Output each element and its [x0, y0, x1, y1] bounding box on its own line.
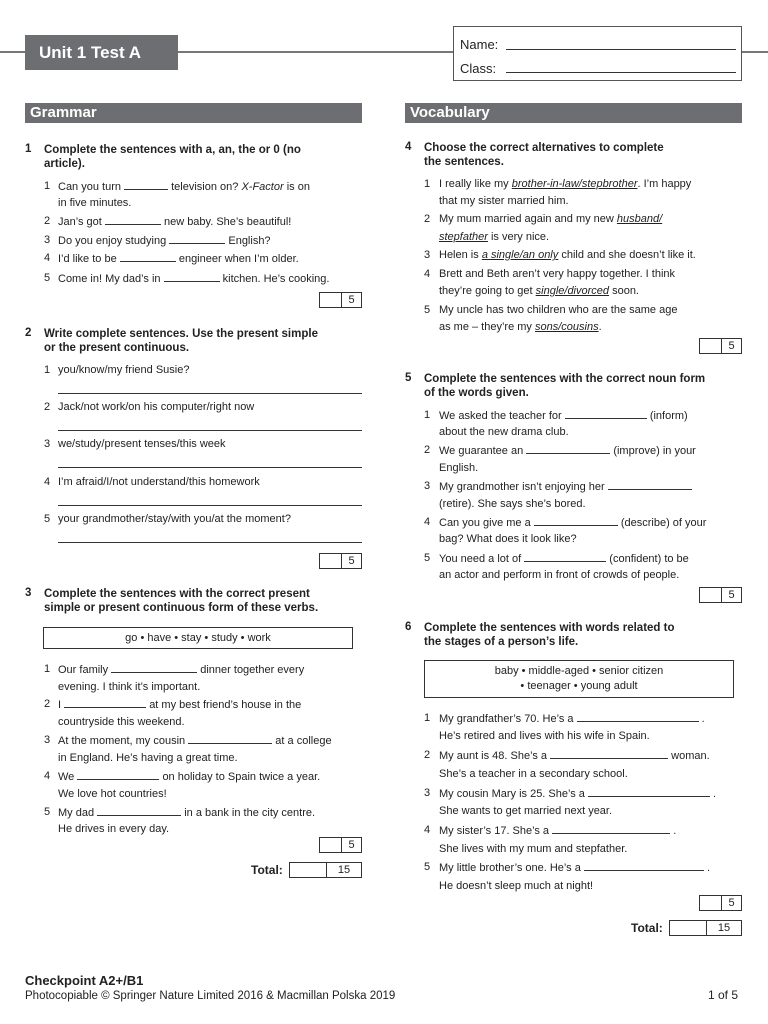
q5-item-3-cont: (retire). She says she’s bored.	[439, 498, 586, 510]
q3-item-3-b: at a college	[275, 735, 332, 747]
q6-item-number: 3	[424, 787, 431, 799]
q1-item-3	[58, 233, 271, 248]
q4-item-5-choice[interactable]: sons/cousins	[534, 321, 599, 333]
q6-item-3-a: My cousin Mary is 25. She’s a	[439, 788, 585, 800]
q6-item-4-a: My sister’s 17. She’s a	[439, 825, 550, 837]
q2-item-4: I’m afraid/I/not understand/this homework	[58, 476, 260, 488]
q1-item-1-b: television on?	[171, 181, 239, 193]
answer-blank[interactable]	[526, 443, 610, 454]
q6-item-3-b: .	[713, 788, 717, 800]
q6-item-4-cont: She lives with my mum and stepfather.	[439, 843, 628, 855]
total-entry[interactable]	[290, 863, 327, 877]
q4-item-2-choice[interactable]: husband/	[616, 213, 663, 225]
vocabulary-heading: Vocabulary	[405, 103, 742, 123]
q3-title-line1: Complete the sentences with the correct present	[44, 588, 310, 600]
q3-item-3-a: At the moment, my cousin	[58, 735, 186, 747]
q5-item-1-b: (inform)	[649, 410, 688, 422]
q5-item-1-a: We asked the teacher for	[439, 410, 562, 422]
q4-item-number: 4	[424, 268, 431, 280]
q4-item-3-b: child and she doesn’t like it.	[561, 249, 696, 261]
class-field[interactable]	[506, 72, 736, 73]
q5-item-2-b: (improve) in your	[613, 445, 696, 457]
q1-item-4	[58, 251, 299, 266]
q5-item-number: 1	[424, 409, 431, 421]
q1-item-4-a: I’d like to be	[58, 253, 117, 265]
q3-score-box	[319, 837, 362, 853]
grammar-total-box	[289, 862, 362, 878]
q4-item-3	[439, 248, 696, 262]
q1-item-3-b: English?	[228, 235, 271, 247]
q1-number: 1	[25, 143, 32, 155]
q2-item-5: your grandmother/stay/with you/at the moment?	[58, 513, 291, 525]
q4-score-max: 5	[728, 340, 735, 352]
q6-item-4-b: .	[673, 825, 677, 837]
answer-blank[interactable]	[534, 515, 618, 526]
q2-item-number: 3	[44, 438, 51, 450]
q6-item-number: 2	[424, 749, 431, 761]
q5-item-number: 5	[424, 552, 431, 564]
q4-title-line2: the sentences.	[424, 156, 504, 168]
q4-item-number: 3	[424, 249, 431, 261]
q4-number: 4	[405, 141, 412, 153]
answer-blank[interactable]	[188, 733, 272, 744]
q3-item-1-cont: evening. I think it’s important.	[58, 681, 201, 693]
q5-item-3-a: My grandmother isn’t enjoying her	[439, 481, 605, 493]
answer-line[interactable]	[58, 467, 362, 468]
q4-item-2-cont	[439, 230, 549, 244]
footer-title: Checkpoint A2+/B1	[25, 973, 144, 988]
answer-blank[interactable]	[64, 697, 146, 708]
q4-item-3-choice[interactable]: a single/an only	[481, 249, 559, 261]
answer-blank[interactable]	[169, 233, 225, 244]
q2-item-number: 4	[44, 476, 51, 488]
q5-item-5-a: You need a lot of	[439, 553, 522, 565]
q4-item-2	[439, 212, 662, 226]
q5-item-1-cont: about the new drama club.	[439, 426, 569, 438]
q1-item-2	[58, 214, 291, 229]
name-label: Name:	[460, 37, 499, 52]
q6-item-2	[439, 748, 710, 763]
q3-item-4-cont: We love hot countries!	[58, 788, 167, 800]
q1-item-number: 3	[44, 234, 51, 246]
q5-item-number: 4	[424, 516, 431, 528]
q2-item-number: 5	[44, 513, 51, 525]
q4-item-number: 2	[424, 213, 431, 225]
q5-item-1	[439, 408, 688, 423]
answer-blank[interactable]	[111, 662, 197, 673]
q6-item-4	[439, 823, 676, 838]
q3-item-number: 3	[44, 734, 51, 746]
q2-score-max: 5	[348, 555, 355, 567]
q1-score-box	[319, 292, 362, 308]
vocabulary-total-box	[669, 920, 742, 936]
q3-title-line2: simple or present continuous form of these verbs.	[44, 602, 319, 614]
q3-item-2-b: at my best friend’s house in the	[149, 699, 302, 711]
q1-item-5-b: kitchen. He’s cooking.	[222, 273, 330, 285]
q1-item-number: 5	[44, 272, 51, 284]
score-entry[interactable]	[700, 339, 722, 353]
q1-item-5	[58, 271, 329, 286]
q1-item-2-a: Jan’s got	[58, 216, 102, 228]
q3-item-5-b: in a bank in the city centre.	[184, 807, 316, 819]
q1-item-1-a: Can you turn	[58, 181, 121, 193]
q6-item-5-a: My little brother’s one. He’s a	[439, 862, 581, 874]
q4-item-4-c: they’re going to get	[439, 285, 533, 297]
score-entry[interactable]	[320, 838, 342, 852]
q6-item-5-cont: He doesn’t sleep much at night!	[439, 880, 594, 892]
q6-item-2-cont: She’s a teacher in a secondary school.	[439, 768, 628, 780]
q5-title-line2: of the words given.	[424, 387, 529, 399]
q4-item-number: 5	[424, 304, 431, 316]
q6-item-3-cont: She wants to get married next year.	[439, 805, 613, 817]
q4-item-1	[439, 177, 691, 191]
q5-item-2-a: We guarantee an	[439, 445, 524, 457]
score-entry[interactable]	[700, 896, 722, 910]
page-number: 1 of 5	[708, 988, 739, 1002]
q3-score-max: 5	[348, 839, 355, 851]
q6-score-max: 5	[728, 897, 735, 909]
q6-word-box-line1: baby • middle-aged • senior citizen	[494, 665, 664, 677]
q6-item-2-a: My aunt is 48. She’s a	[439, 750, 548, 762]
q4-item-5-cont	[439, 320, 602, 334]
score-entry[interactable]	[320, 293, 342, 307]
q6-item-3	[439, 786, 716, 801]
q4-item-3-a: Helen is	[439, 249, 479, 261]
grammar-total-label: Total:	[251, 863, 283, 877]
q6-word-box	[424, 660, 734, 698]
q2-item-number: 2	[44, 401, 51, 413]
q3-item-4-a: We	[58, 771, 75, 783]
q1-item-number: 4	[44, 252, 51, 264]
q4-item-1-a: I really like my	[439, 178, 509, 190]
answer-blank[interactable]	[552, 823, 670, 834]
q2-item-2: Jack/not work/on his computer/right now	[58, 401, 255, 413]
q5-item-5	[439, 551, 689, 566]
q3-item-number: 2	[44, 698, 51, 710]
q4-item-5-b: .	[598, 321, 602, 333]
q6-word-box-line2: • teenager • young adult	[520, 680, 638, 692]
score-entry[interactable]	[700, 588, 722, 602]
q4-title-line1: Choose the correct alternatives to complete	[424, 142, 664, 154]
class-label: Class:	[460, 61, 497, 76]
q3-item-5	[58, 805, 315, 820]
q5-item-4	[439, 515, 706, 530]
grammar-heading: Grammar	[25, 103, 362, 123]
q5-item-5-cont: an actor and perform in front of crowds of people.	[439, 569, 680, 581]
q3-item-2-a: I	[58, 699, 62, 711]
answer-blank[interactable]	[120, 251, 176, 262]
q2-title-line2: or the present continuous.	[44, 342, 190, 354]
answer-blank[interactable]	[105, 214, 161, 225]
q3-item-3-cont: in England. He’s having a great time.	[58, 752, 238, 764]
vocabulary-total-label: Total:	[631, 921, 663, 935]
q4-item-1-cont: that my sister married him.	[439, 195, 569, 207]
q5-item-2-cont: English.	[439, 462, 479, 474]
q6-number: 6	[405, 621, 412, 633]
q5-item-4-b: (describe) of your	[620, 517, 707, 529]
answer-line[interactable]	[58, 542, 362, 543]
total-entry[interactable]	[670, 921, 707, 935]
q1-item-1	[58, 179, 310, 194]
q3-item-number: 1	[44, 663, 51, 675]
q1-score-max: 5	[348, 294, 355, 306]
q4-item-2-choice-cont[interactable]: stepfather	[439, 231, 488, 243]
answer-blank[interactable]	[164, 271, 220, 282]
q5-score-max: 5	[728, 589, 735, 601]
q4-item-1-choice[interactable]: brother-in-law/stepbrother	[511, 178, 638, 190]
answer-line[interactable]	[58, 505, 362, 506]
score-entry[interactable]	[320, 554, 342, 568]
q6-item-number: 4	[424, 824, 431, 836]
q5-item-4-cont: bag? What does it look like?	[439, 533, 577, 545]
answer-blank[interactable]	[584, 860, 704, 871]
q3-item-4	[58, 769, 320, 784]
q3-item-1-a: Our family	[58, 664, 109, 676]
q4-score-box	[699, 338, 742, 354]
q6-item-1-b: .	[701, 713, 705, 725]
q3-item-3	[58, 733, 332, 748]
unit-title: Unit 1 Test A	[25, 35, 178, 70]
q3-item-1	[58, 662, 304, 677]
q4-item-number: 1	[424, 178, 431, 190]
answer-blank[interactable]	[97, 805, 181, 816]
answer-blank[interactable]	[577, 711, 699, 722]
answer-blank[interactable]	[77, 769, 159, 780]
q5-item-number: 2	[424, 444, 431, 456]
answer-blank[interactable]	[608, 479, 692, 490]
q2-item-number: 1	[44, 364, 51, 376]
q5-title-line1: Complete the sentences with the correct noun form	[424, 373, 706, 385]
q4-item-1-b: . I’m happy	[637, 178, 692, 190]
q2-item-3: we/study/present tenses/this week	[58, 438, 226, 450]
q2-item-1: you/know/my friend Susie?	[58, 364, 190, 376]
q4-item-4-cont	[439, 284, 639, 298]
q5-item-5-b: (confident) to be	[609, 553, 689, 565]
q6-item-number: 5	[424, 861, 431, 873]
q6-title-line2: the stages of a person’s life.	[424, 636, 579, 648]
q6-item-5-b: .	[706, 862, 711, 874]
q4-item-5-c: as me – they’re my	[439, 321, 532, 333]
q3-item-1-b: dinner together every	[200, 664, 305, 676]
q3-item-2-cont: countryside this weekend.	[58, 716, 185, 728]
q6-item-2-b: woman.	[671, 750, 710, 762]
q4-item-5: My uncle has two children who are the same age	[439, 304, 678, 316]
q3-item-5-cont: He drives in every day.	[58, 823, 170, 835]
q1-item-number: 2	[44, 215, 51, 227]
q2-number: 2	[25, 327, 32, 339]
answer-line[interactable]	[58, 393, 362, 394]
q5-item-2	[439, 443, 696, 458]
footer-copyright: Photocopiable © Springer Nature Limited 2016 & Macmillan Polska 2019	[25, 990, 396, 1002]
q6-item-1-cont: He’s retired and lives with his wife in Spain.	[439, 730, 650, 742]
q1-item-1-c: X-Factor	[241, 181, 284, 193]
q4-item-4-choice[interactable]: single/divorced	[535, 285, 610, 297]
answer-blank[interactable]	[124, 179, 168, 190]
vocabulary-total-max: 15	[717, 922, 731, 934]
answer-blank[interactable]	[550, 748, 668, 759]
q3-item-4-b: on holiday to Spain twice a year.	[162, 771, 321, 783]
q6-item-5	[439, 860, 710, 875]
q3-word-box: go • have • stay • study • work	[43, 627, 353, 649]
q4-item-4-b: soon.	[612, 285, 639, 297]
q4-item-2-c: is very nice.	[490, 231, 550, 243]
q1-item-number: 1	[44, 180, 51, 192]
q1-title-line1: Complete the sentences with a, an, the or 0 (no	[44, 144, 301, 156]
q3-item-2	[58, 697, 301, 712]
q2-score-box	[319, 553, 362, 569]
grammar-total-max: 15	[337, 864, 351, 876]
q1-item-1-d: is on	[286, 181, 310, 193]
q3-item-5-a: My dad	[58, 807, 95, 819]
q5-score-box	[699, 587, 742, 603]
q3-item-number: 5	[44, 806, 51, 818]
q1-item-1-cont: in five minutes.	[58, 197, 132, 209]
header-rule-right	[742, 51, 768, 53]
q6-item-1-a: My grandfather’s 70. He’s a	[439, 713, 574, 725]
q6-title-line1: Complete the sentences with words related to	[424, 622, 675, 634]
name-field[interactable]	[506, 49, 736, 50]
q6-score-box	[699, 895, 742, 911]
q1-item-2-b: new baby. She’s beautiful!	[163, 216, 292, 228]
answer-blank[interactable]	[524, 551, 606, 562]
q5-item-3	[439, 479, 692, 494]
q5-item-4-a: Can you give me a	[439, 517, 531, 529]
answer-blank[interactable]	[565, 408, 647, 419]
q6-item-1	[439, 711, 705, 726]
q1-item-4-b: engineer when I’m older.	[178, 253, 299, 265]
q4-item-4: Brett and Beth aren’t very happy together. I think	[439, 268, 676, 280]
q2-title-line1: Write complete sentences. Use the present simple	[44, 328, 318, 340]
q5-number: 5	[405, 372, 412, 384]
answer-line[interactable]	[58, 430, 362, 431]
q5-item-number: 3	[424, 480, 431, 492]
name-class-box	[453, 26, 742, 81]
q3-number: 3	[25, 587, 32, 599]
q1-item-5-a: Come in! My dad’s in	[58, 273, 161, 285]
q6-item-number: 1	[424, 712, 431, 724]
q3-item-number: 4	[44, 770, 51, 782]
q1-title-line2: article).	[44, 158, 85, 170]
answer-blank[interactable]	[588, 786, 710, 797]
q4-item-2-a: My mum married again and my new	[439, 213, 614, 225]
q1-item-3-a: Do you enjoy studying	[58, 235, 167, 247]
